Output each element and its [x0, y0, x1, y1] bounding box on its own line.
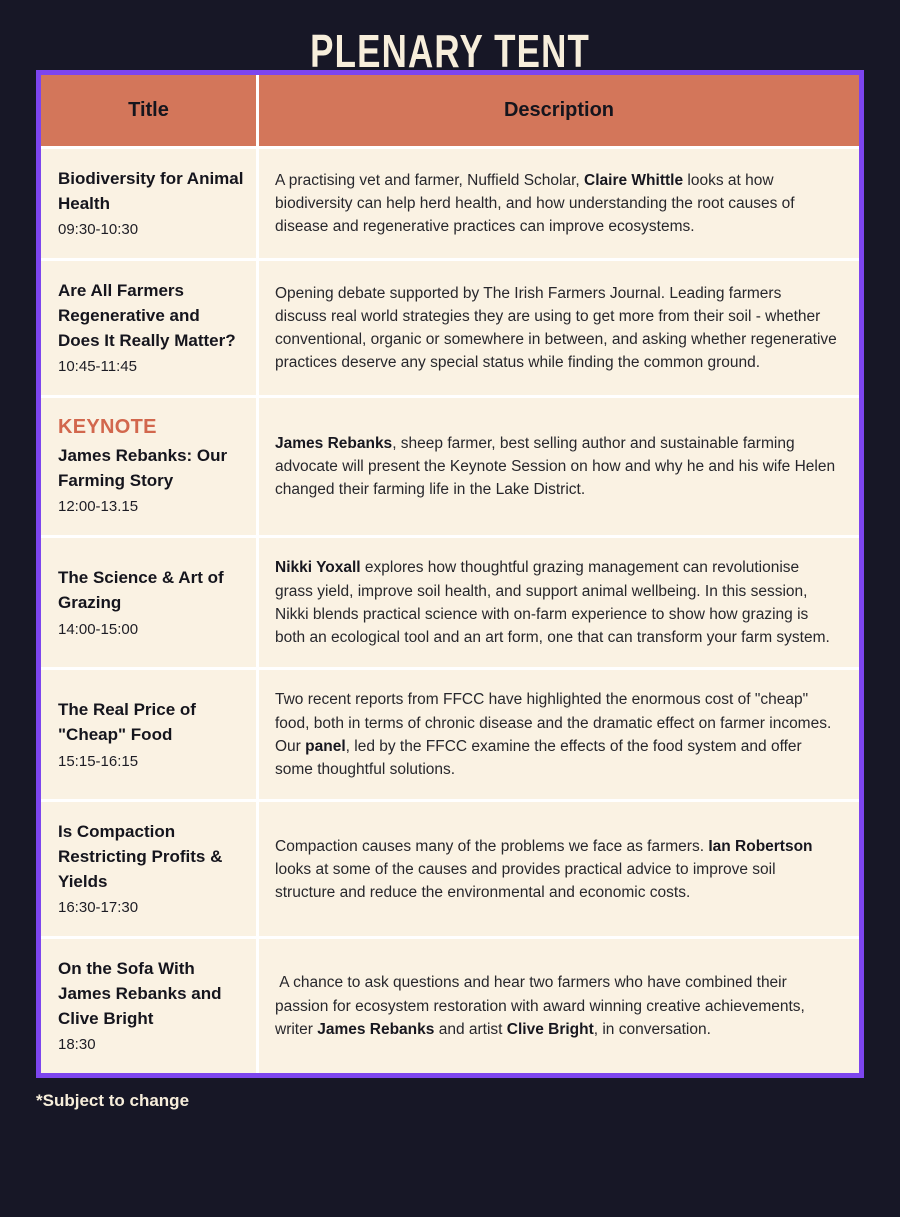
session-title-cell — [41, 939, 256, 1073]
session-description: Nikki Yoxall explores how thoughtful grazing management can revolutionise grass yield, improve soil health, and support animal wellbeing. In this session, Nikki blends practical science with on-farm experience to show how grazing is both an ecological tool and an art form, one that can transform your farm system. — [275, 559, 830, 647]
table-row — [41, 538, 859, 667]
session-title: James Rebanks: Our Farming Story — [58, 446, 228, 490]
table-row — [41, 939, 859, 1073]
session-description: A practising vet and farmer, Nuffield Scholar, Claire Whittle looks at how biodiversity can help herd health, and how understanding the root causes of disease and regenerative practices can improve ecosystems. — [275, 171, 795, 236]
table-row — [41, 149, 859, 258]
session-time: 14:00-15:00 — [58, 620, 139, 638]
column-header-title: Title — [41, 75, 256, 146]
table-header-row — [41, 75, 859, 146]
session-time: 16:30-17:30 — [58, 899, 139, 917]
session-description-cell — [259, 261, 859, 395]
session-description-cell — [259, 670, 859, 799]
session-title-cell — [41, 670, 256, 799]
schedule-table — [36, 70, 864, 1078]
session-description: Opening debate supported by The Irish Farmers Journal. Leading farmers discuss real world strategies they are using to get more from their soil - whether conventional, organic or somewhere in between, and asking whether regenerative practices deserve any special status while finding the common ground. — [275, 284, 837, 372]
page-title-text: PLENARY TENT — [310, 25, 590, 77]
session-description-cell — [259, 149, 859, 258]
session-title-cell — [41, 261, 256, 395]
session-title: The Science & Art of Grazing — [58, 568, 224, 612]
session-time: 12:00-13.15 — [58, 498, 139, 516]
session-time: 10:45-11:45 — [58, 358, 137, 376]
session-description-cell — [259, 398, 859, 535]
keynote-badge: KEYNOTE — [58, 416, 157, 439]
session-description-cell — [259, 802, 859, 936]
session-description-cell — [259, 939, 859, 1073]
session-time: 15:15-16:15 — [58, 752, 139, 770]
table-row — [41, 802, 859, 936]
table-row — [41, 398, 859, 535]
session-description: Compaction causes many of the problems we face as farmers. Ian Robertson looks at some of the causes and provides practical advice to improve soil structure and reduce the environmental and economic costs. — [275, 837, 813, 902]
session-title: The Real Price of "Cheap" Food — [58, 700, 196, 744]
session-title: Are All Farmers Regenerative and Does It Really Matter? — [58, 281, 236, 350]
session-description-cell — [259, 538, 859, 667]
session-description: Two recent reports from FFCC have highlighted the enormous cost of "cheap" food, both in terms of chronic disease and the dramatic effect on farmer incomes. Our panel, led by the FFCC examine the effects of the food system and offer some thoughtful solutions. — [275, 691, 832, 779]
session-title: Is Compaction Restricting Profits & Yields — [58, 822, 223, 891]
session-time: 18:30 — [58, 1036, 96, 1054]
session-title-cell — [41, 398, 256, 535]
session-title-cell — [41, 802, 256, 936]
session-title: On the Sofa With James Rebanks and Clive Bright — [58, 959, 222, 1028]
column-header-description: Description — [259, 75, 859, 146]
session-title: Biodiversity for Animal Health — [58, 169, 244, 213]
session-description: James Rebanks, sheep farmer, best selling author and sustainable farming advocate will present the Keynote Session on how and why he and his wife Helen changed their farming life in the Lake District. — [275, 434, 836, 499]
footnote: *Subject to change — [36, 1091, 190, 1111]
session-time: 09:30-10:30 — [58, 221, 139, 239]
table-row — [41, 261, 859, 395]
session-title-cell — [41, 538, 256, 667]
table-row — [41, 670, 859, 799]
page-title — [0, 0, 900, 77]
session-description: A chance to ask questions and hear two farmers who have combined their passion for ecosystem restoration with award winning creative achievements, writer James Rebanks and artist Clive Bright, in conversation. — [275, 974, 805, 1038]
session-title-cell — [41, 149, 256, 258]
table-body — [41, 149, 859, 1073]
